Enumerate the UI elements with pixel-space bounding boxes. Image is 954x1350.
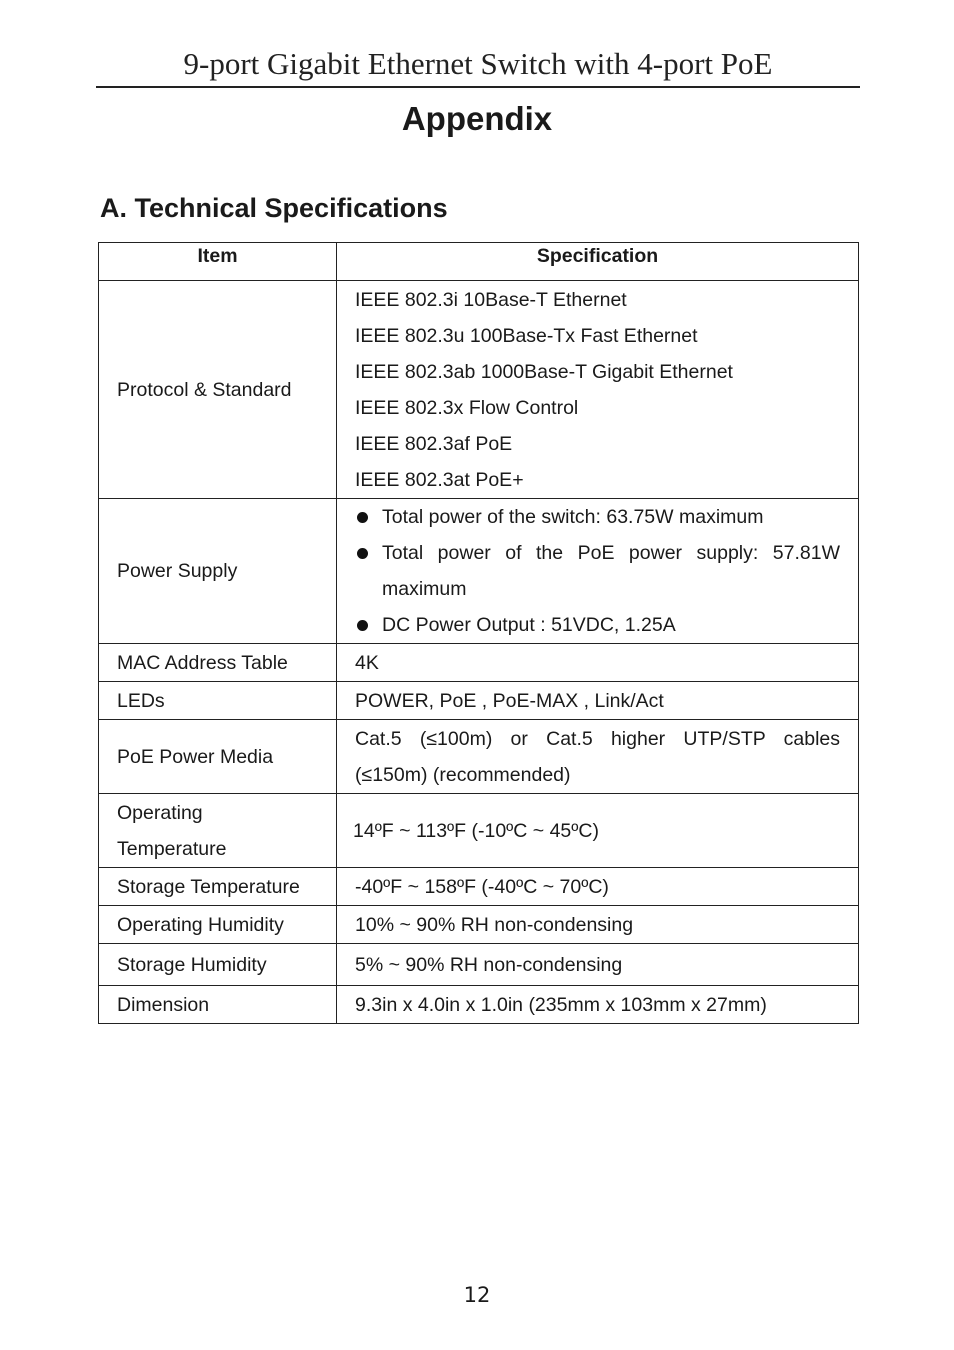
table-row-poe-media [99, 720, 859, 794]
item-protocol: Protocol & Standard [99, 281, 337, 499]
protocol-line: IEEE 802.3ab 1000Base-T Gigabit Ethernet [355, 360, 733, 383]
table-row-operating-temperature [99, 794, 859, 868]
spec-storage-temperature: -40ºF ~ 158ºF (-40ºC ~ 70ºC) [337, 868, 859, 906]
table-row-storage-humidity [99, 944, 859, 986]
column-header-item: Item [99, 243, 337, 281]
spec-leds: POWER, PoE , PoE-MAX , Link/Act [337, 682, 859, 720]
spec-table [98, 242, 859, 1024]
table-header-row [99, 243, 859, 281]
item-storage-temperature: Storage Temperature [99, 868, 337, 906]
spec-operating-temperature: 14ºF ~ 113ºF (-10ºC ~ 45ºC) [337, 794, 859, 868]
item-operating-temperature [99, 794, 337, 868]
protocol-line: IEEE 802.3i 10Base-T Ethernet [355, 288, 627, 311]
list-item: Total power of the switch: 63.75W maximum [355, 499, 840, 535]
table-row-power-supply [99, 499, 859, 644]
spec-protocol [337, 281, 859, 499]
table-row-operating-humidity [99, 906, 859, 944]
item-poe-media: PoE Power Media [99, 720, 337, 794]
item-power-supply: Power Supply [99, 499, 337, 644]
list-item: DC Power Output : 51VDC, 1.25A [355, 607, 840, 643]
item-operating-humidity: Operating Humidity [99, 906, 337, 944]
page-number: 12 [463, 1283, 491, 1307]
item-storage-humidity: Storage Humidity [99, 944, 337, 986]
table-row-dimension [99, 986, 859, 1024]
table-row-storage-temperature [99, 868, 859, 906]
list-item: Total power of the PoE power supply: 57.81W maximum [355, 535, 840, 607]
table-row-protocol [99, 281, 859, 499]
spec-operating-humidity: 10% ~ 90% RH non-condensing [337, 906, 859, 944]
spec-power-supply [337, 499, 859, 644]
spec-storage-humidity: 5% ~ 90% RH non-condensing [337, 944, 859, 986]
spec-dimension: 9.3in x 4.0in x 1.0in (235mm x 103mm x 27mm) [337, 986, 859, 1024]
page-title: Appendix [401, 100, 553, 137]
protocol-line: IEEE 802.3x Flow Control [355, 396, 579, 419]
spec-poe-media: Cat.5 (≤100m) or Cat.5 higher UTP/STP cables (≤150m) (recommended) [337, 720, 859, 794]
item-dimension: Dimension [99, 986, 337, 1024]
item-operating-temperature-line1: Operating [117, 801, 203, 824]
running-header: 9-port Gigabit Ethernet Switch with 4-port PoE [96, 44, 860, 88]
column-header-specification: Specification [337, 243, 859, 281]
protocol-line: IEEE 802.3u 100Base-Tx Fast Ethernet [355, 324, 698, 347]
protocol-line: IEEE 802.3at PoE+ [355, 468, 524, 491]
section-title: A. Technical Specifications [100, 193, 448, 223]
item-leds: LEDs [99, 682, 337, 720]
item-operating-temperature-line2: Temperature [117, 837, 227, 860]
power-supply-list [355, 499, 840, 643]
table-row-leds [99, 682, 859, 720]
protocol-line: IEEE 802.3af PoE [355, 432, 513, 455]
spec-mac-table: 4K [337, 644, 859, 682]
table-row-mac-table [99, 644, 859, 682]
item-mac-table: MAC Address Table [99, 644, 337, 682]
